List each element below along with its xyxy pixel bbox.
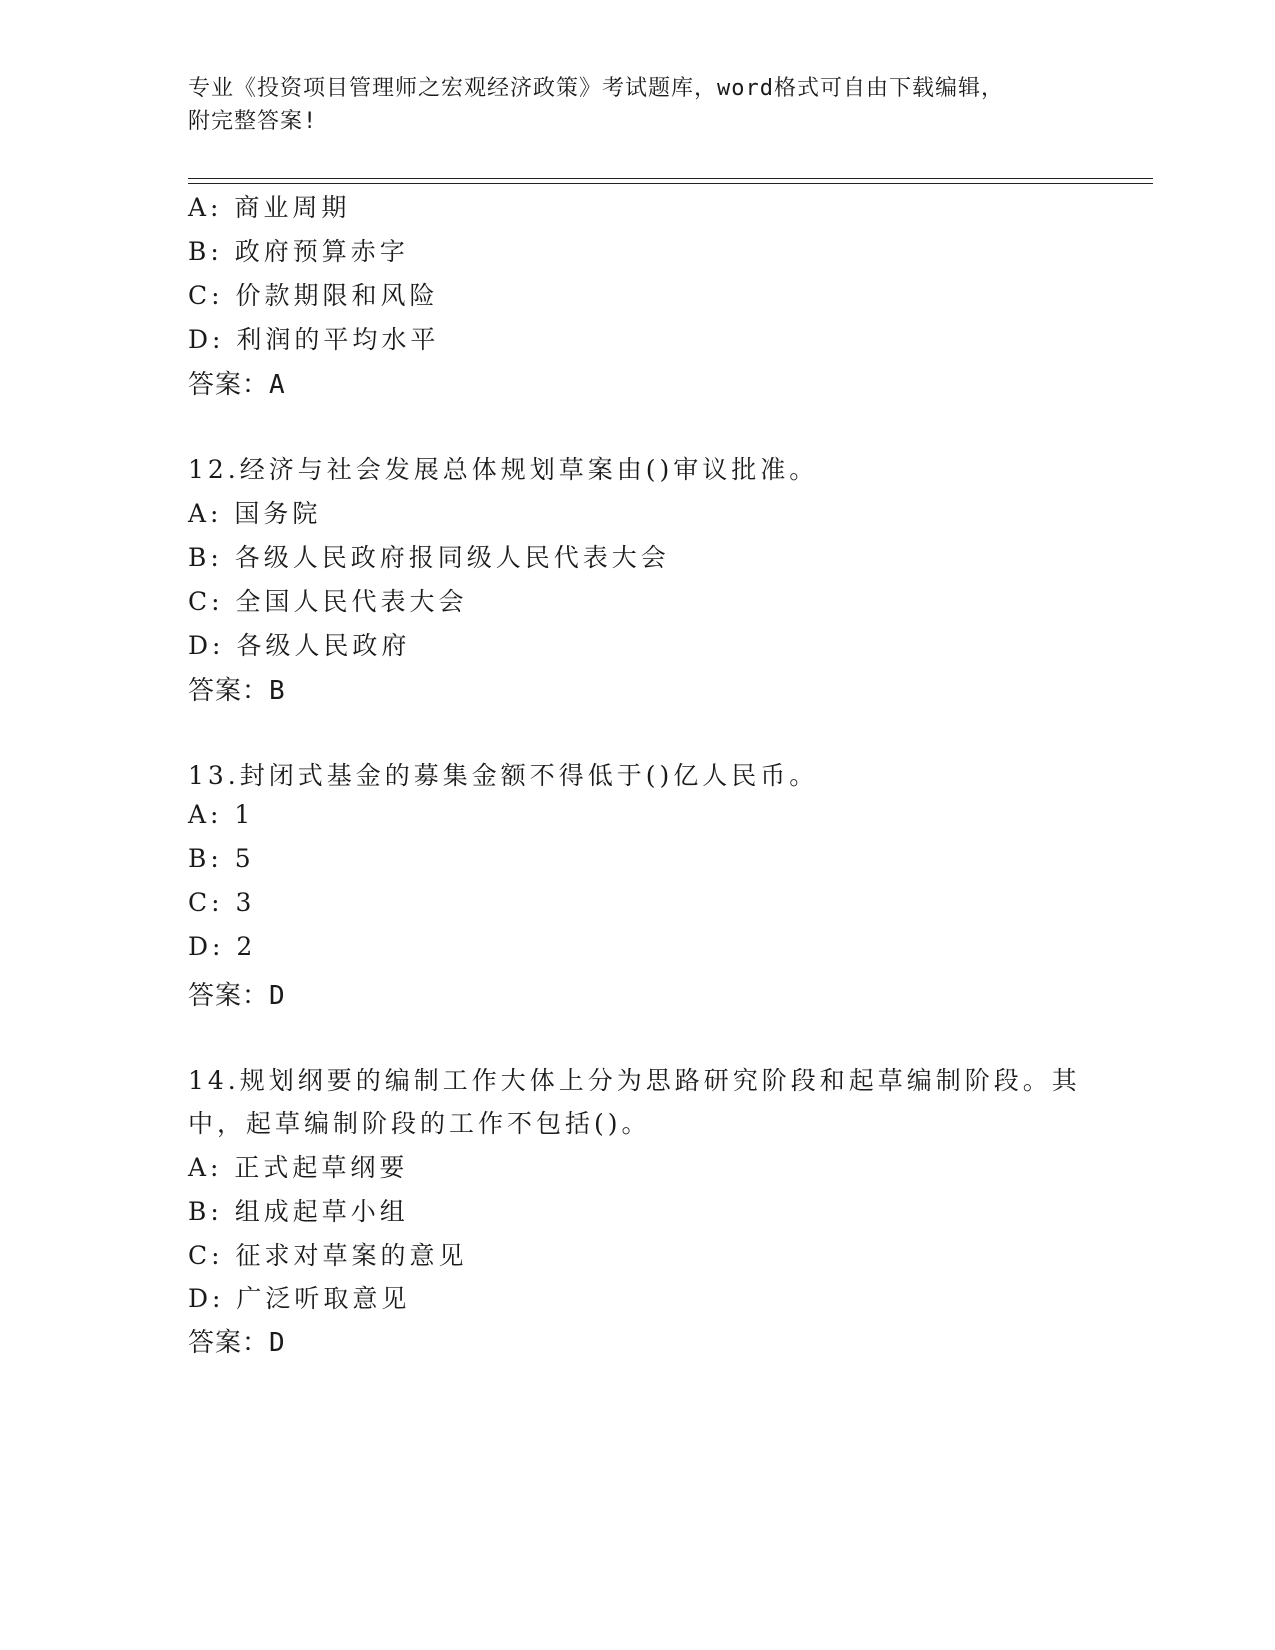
q14-stem-line-1: 14.规划纲要的编制工作大体上分为思路研究阶段和起草编制阶段。其: [188, 1066, 1081, 1095]
q14-stem-line-2: 中，起草编制阶段的工作不包括()。: [188, 1109, 651, 1138]
q13-answer: [188, 975, 286, 1012]
q14-option-a: A: 正式起草纲要: [188, 1153, 409, 1182]
answer-value: D: [269, 981, 286, 1011]
q14-option-d: D: 广泛听取意见: [188, 1284, 411, 1313]
q14-option-b: B: 组成起草小组: [188, 1197, 409, 1226]
q13-option-d: D: 2: [188, 932, 257, 961]
header-rule-bottom: [188, 183, 1153, 184]
q11-answer: [188, 364, 286, 401]
q13-option-a: A: 1: [188, 800, 255, 829]
q12-answer: [188, 670, 286, 707]
answer-label: 答案：: [188, 981, 270, 1011]
q11-option-c: C: 价款期限和风险: [188, 281, 439, 310]
q11-option-a: A: 商业周期: [188, 193, 351, 222]
answer-value: D: [269, 1328, 286, 1358]
q13-stem: 13.封闭式基金的募集金额不得低于()亿人民币。: [188, 761, 819, 790]
q14-answer: [188, 1322, 286, 1359]
header-rule-top: [188, 178, 1153, 179]
answer-value: A: [269, 370, 286, 400]
q12-option-c: C: 全国人民代表大会: [188, 587, 468, 616]
q13-option-b: B: 5: [188, 844, 255, 873]
q11-option-b: B: 政府预算赤字: [188, 237, 409, 266]
q12-stem: 12.经济与社会发展总体规划草案由()审议批准。: [188, 455, 819, 484]
answer-label: 答案：: [188, 676, 270, 706]
document-header: [188, 72, 1088, 138]
q14-option-c: C: 征求对草案的意见: [188, 1241, 468, 1270]
answer-label: 答案：: [188, 370, 270, 400]
q12-option-b: B: 各级人民政府报同级人民代表大会: [188, 543, 670, 572]
q12-option-d: D: 各级人民政府: [188, 631, 411, 660]
q13-option-c: C: 3: [188, 888, 256, 917]
header-line-2: 附完整答案!: [188, 109, 318, 134]
header-line-1: 专业《投资项目管理师之宏观经济政策》考试题库，word格式可自由下载编辑，: [188, 76, 1004, 101]
answer-label: 答案：: [188, 1328, 270, 1358]
answer-value: B: [269, 676, 286, 706]
q12-option-a: A: 国务院: [188, 499, 322, 528]
q11-option-d: D: 利润的平均水平: [188, 325, 440, 354]
